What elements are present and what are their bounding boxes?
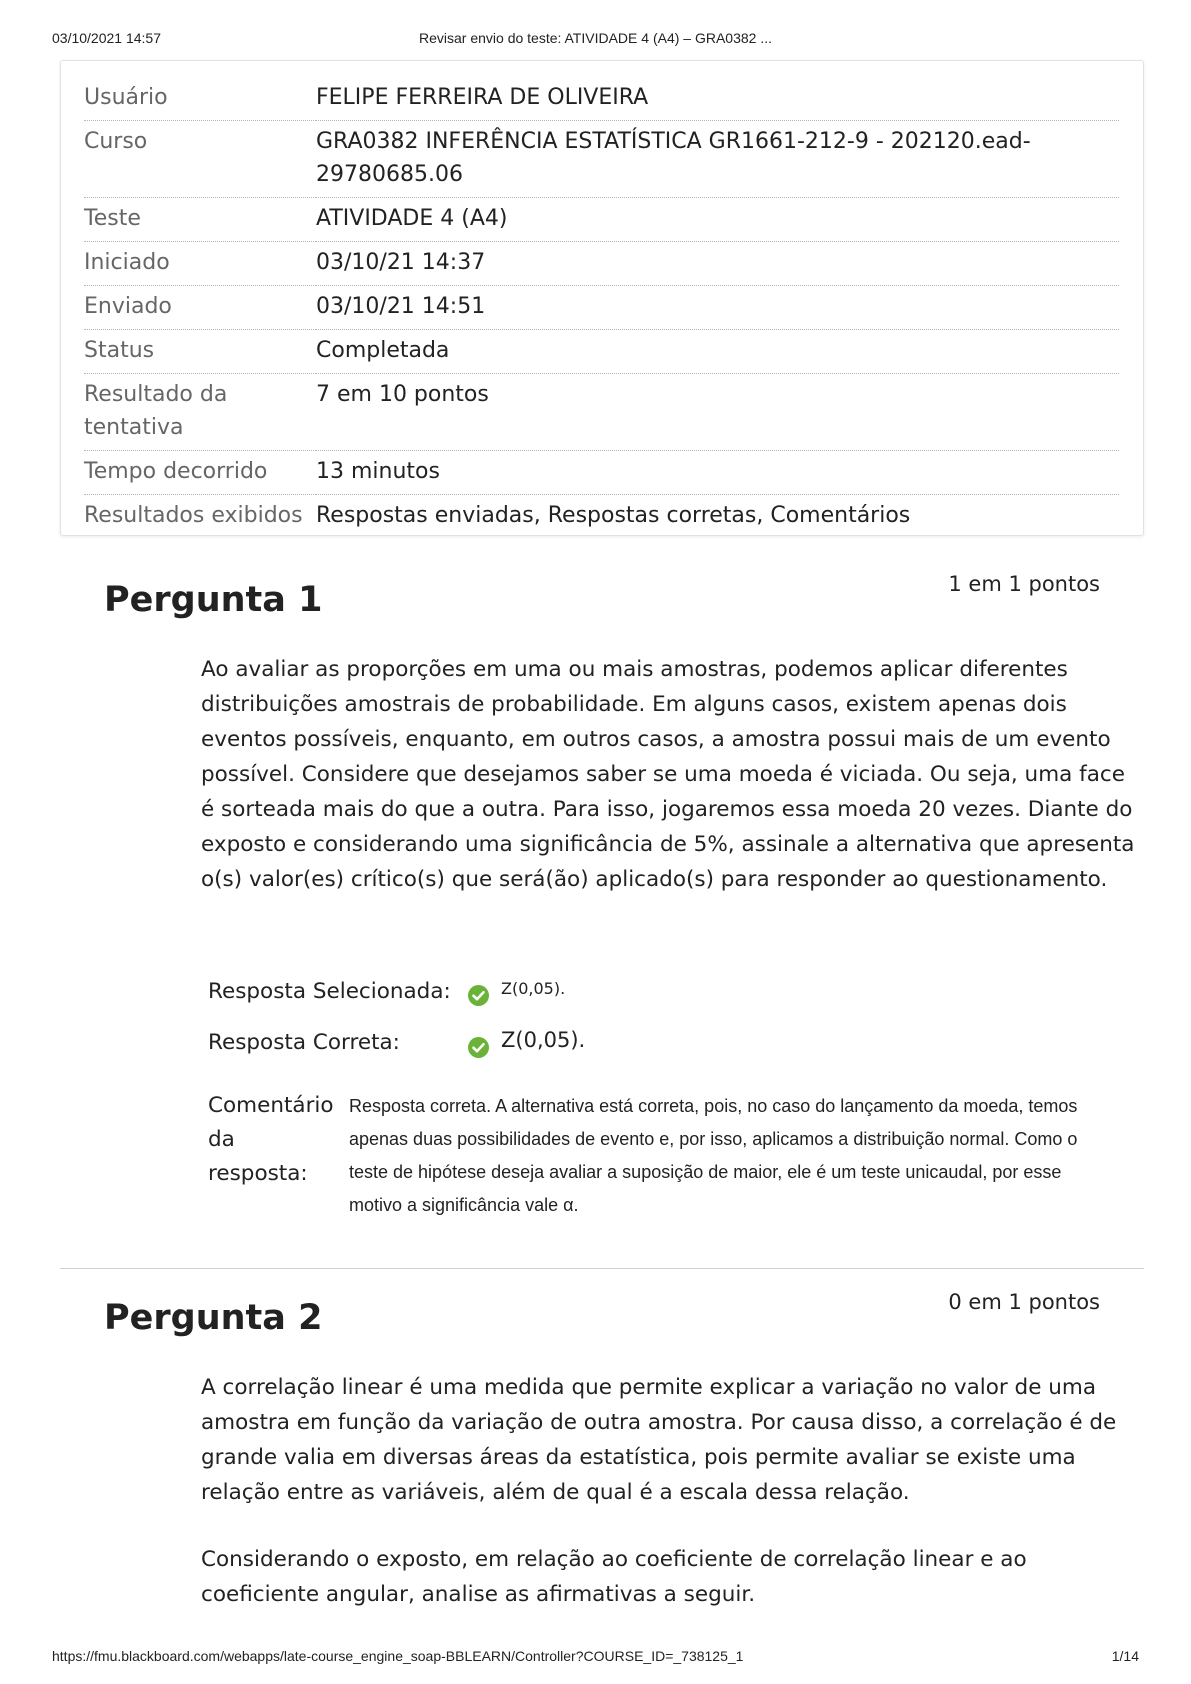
question-title: Pergunta 1	[104, 580, 323, 620]
summary-label: Resultado da tentativa	[84, 374, 316, 451]
selected-answer-value: Z(0,05).	[501, 979, 566, 998]
question-2	[60, 1280, 1144, 1640]
summary-value: 03/10/21 14:51	[316, 286, 1119, 330]
summary-value: GRA0382 INFERÊNCIA ESTATÍSTICA GR1661-212-9 - 202120.ead-29780685.06	[316, 121, 1119, 198]
summary-row-result	[84, 374, 1119, 451]
summary-value: Respostas enviadas, Respostas corretas, Comentários	[316, 503, 911, 528]
question-divider	[60, 1268, 1144, 1269]
print-header	[52, 30, 1139, 50]
question-title: Pergunta 2	[104, 1298, 323, 1338]
summary-label: Iniciado	[84, 242, 316, 286]
print-page-title: Revisar envio do teste: ATIVIDADE 4 (A4) – GRA0382 ...	[418, 30, 772, 46]
correct-answer-value: Z(0,05).	[501, 1028, 586, 1052]
summary-label: Curso	[84, 121, 316, 198]
page-number: 1/14	[1111, 1648, 1139, 1664]
summary-row-test	[84, 198, 1119, 242]
check-icon	[468, 1037, 489, 1058]
summary-row-submitted	[84, 286, 1119, 330]
print-url: https://fmu.blackboard.com/webapps/late-course_engine_soap-BBLEARN/Controller?COURSE_ID=_738125_1	[52, 1648, 744, 1664]
check-icon	[468, 985, 489, 1006]
selected-answer-label: Resposta Selecionada:	[208, 979, 451, 1004]
question-paragraph: A correlação linear é uma medida que permite explicar a variação no valor de uma amostra em função da variação de outra amostra. Por causa disso, a correlação é de grande valia em diversas áreas da estatística, pois permite avaliar se existe uma relação entre as variáveis, além de qual é a escala dessa relação.	[201, 1375, 1117, 1505]
summary-value: 7 em 10 pontos	[316, 374, 1119, 451]
attempt-summary	[60, 60, 1144, 536]
question-text	[201, 652, 1141, 897]
summary-label: Enviado	[84, 286, 316, 330]
correct-answer-label: Resposta Correta:	[208, 1030, 400, 1055]
summary-row-results-shown	[84, 495, 1119, 539]
question-text	[201, 1370, 1141, 1612]
summary-row-started	[84, 242, 1119, 286]
summary-value: 03/10/21 14:37	[316, 242, 1119, 286]
summary-row-status	[84, 330, 1119, 374]
question-points: 0 em 1 pontos	[948, 1290, 1100, 1314]
summary-label: Tempo decorrido	[84, 451, 316, 495]
summary-value: FELIPE FERREIRA DE OLIVEIRA	[316, 77, 1119, 121]
feedback-text: Resposta correta. A alternativa está correta, pois, no caso do lançamento da moeda, temos apenas duas possibilidades de evento e, por isso, aplicamos a distribuição normal. Como o teste de hipótese deseja avaliar a suposição de maior, ele é um teste unicaudal, por esse motivo a significância vale α.	[349, 1096, 1078, 1215]
feedback-label: Comentário da resposta:	[208, 1093, 334, 1186]
summary-label: Status	[84, 330, 316, 374]
question-points: 1 em 1 pontos	[948, 572, 1100, 596]
summary-label: Usuário	[84, 77, 316, 121]
question-1	[60, 560, 1144, 1240]
summary-label: Teste	[84, 198, 316, 242]
summary-row-course	[84, 121, 1119, 198]
print-date: 03/10/2021 14:57	[52, 30, 161, 46]
summary-value: Completada	[316, 330, 1119, 374]
summary-value: ATIVIDADE 4 (A4)	[316, 198, 1119, 242]
summary-row-user	[84, 77, 1119, 121]
summary-value: 13 minutos	[316, 451, 1119, 495]
summary-row-elapsed	[84, 451, 1119, 495]
attempt-summary-table	[84, 77, 1119, 538]
question-paragraph: Considerando o exposto, em relação ao coeficiente de correlação linear e ao coeficiente angular, analise as afirmativas a seguir.	[201, 1547, 1027, 1607]
print-footer	[52, 1648, 1139, 1668]
question-paragraph: Ao avaliar as proporções em uma ou mais amostras, podemos aplicar diferentes distribuições amostrais de probabilidade. Em alguns casos, existem apenas dois eventos possíveis, enquanto, em outros casos, a amostra possui mais de um evento possível. Considere que desejamos saber se uma moeda é viciada. Ou seja, uma face é sorteada mais do que a outra. Para isso, jogaremos essa moeda 20 vezes. Diante do exposto e considerando uma significância de 5%, assinale a alternativa que apresenta o(s) valor(es) crítico(s) que será(ão) aplicado(s) para responder ao questionamento.	[201, 657, 1135, 892]
summary-label: Resultados exibidos	[84, 503, 303, 528]
